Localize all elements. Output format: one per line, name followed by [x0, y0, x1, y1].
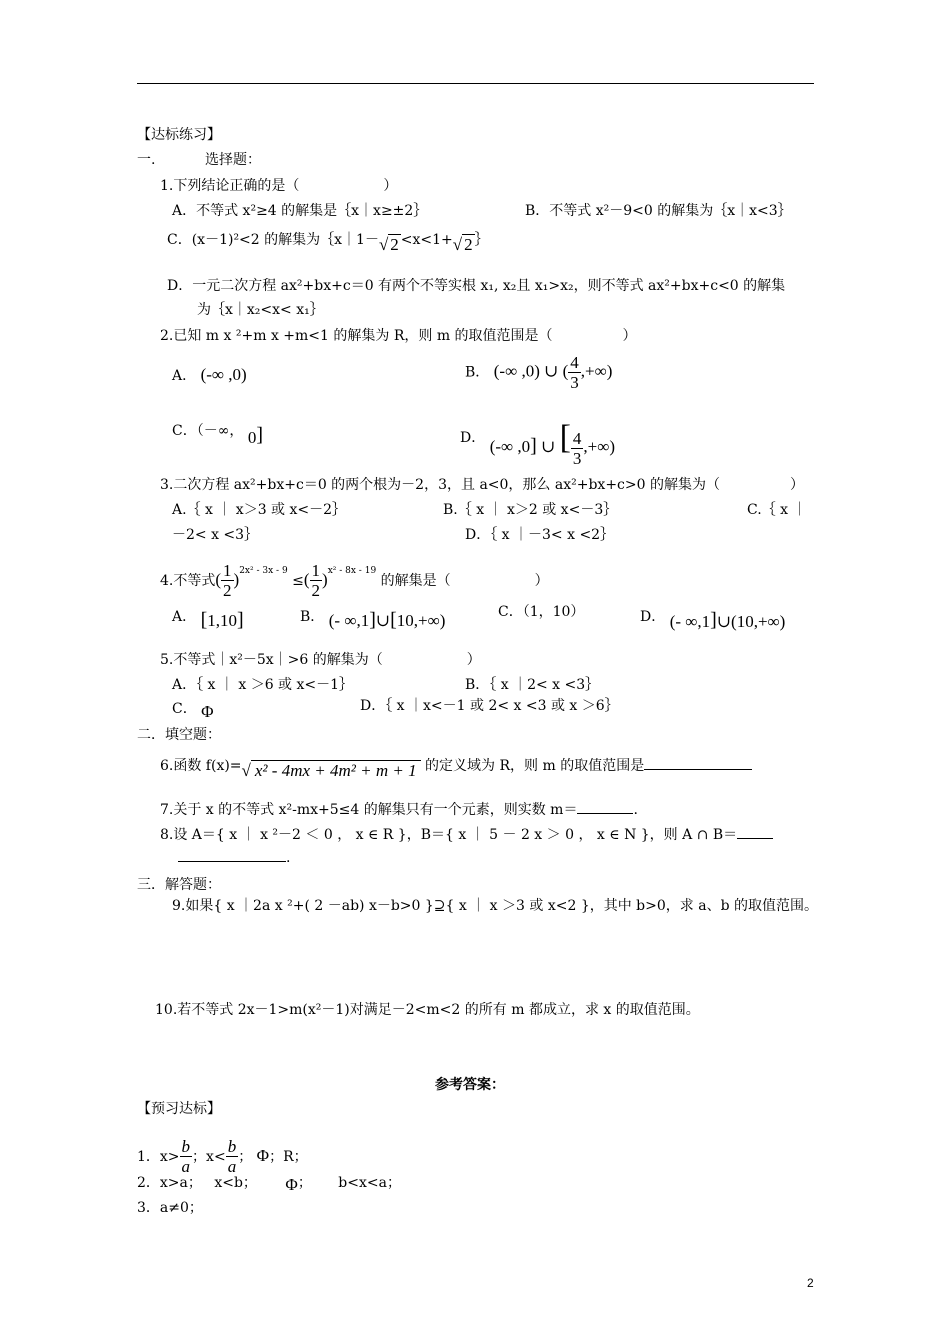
answer-blank[interactable]: [178, 861, 286, 862]
q2-a-math: (-∞ ,0): [200, 365, 247, 384]
fraction-b-a: [180, 1138, 193, 1175]
q4-d-math: (- ∞,1: [669, 612, 711, 631]
q8-line1: [160, 827, 773, 843]
header-rule: [137, 83, 814, 84]
part1-number: 一.: [137, 152, 156, 168]
q4-b-math-1: (- ∞,1: [328, 611, 370, 630]
frac-den: a: [227, 1157, 237, 1176]
q2-d-math-pre: (-∞ ,0: [489, 437, 531, 456]
frac-num: 1: [311, 561, 321, 580]
q1-c-mid: <x<1+: [400, 232, 453, 248]
option-label: C．: [172, 701, 197, 717]
sqrt-expression: √ x² - 4mx + 4m² + m + 1: [242, 761, 421, 781]
q2-option-b: [465, 354, 612, 391]
a2-part4: b<x<a；: [338, 1175, 401, 1191]
sqrt-2-a: √ 2: [378, 235, 399, 254]
answer-3: 3．a≠0；: [137, 1200, 203, 1216]
q3-stem: 3.二次方程 ax²+bx+c＝0 的两个根为－2，3，且 a<0，那么 ax²+bx+c>0 的解集为（ ）: [160, 477, 804, 493]
q6-post: 的定义域为 R，则 m 的取值范围是: [425, 758, 645, 774]
q2-c-math: 0: [247, 428, 257, 447]
a1-pre: 1．x>: [137, 1148, 180, 1165]
frac-num: 4: [570, 353, 579, 372]
option-label: C．（－∞，: [172, 423, 244, 439]
part1-title: 选择题：: [205, 152, 261, 168]
a2-part1: 2．x>a；: [137, 1175, 202, 1191]
q5-stem: 5.不等式｜x²－5x｜>6 的解集为（ ）: [160, 652, 481, 668]
q3-option-c-part1: C.｛ x ｜: [747, 502, 807, 518]
fraction-1-2: [310, 562, 323, 599]
a2-part3: ；: [297, 1175, 312, 1191]
q2-stem: 2.已知 m x ²+m x +m<1 的解集为 R，则 m 的取值范围是（ ）: [160, 328, 637, 344]
q1-option-a: A．不等式 x²≥4 的解集是｛x｜x≥±2｝: [172, 203, 428, 219]
frac-num: b: [227, 1137, 237, 1156]
bracket-left: [: [559, 419, 571, 456]
q4-option-a: A． [1,10]: [172, 609, 244, 631]
radicand: 2: [464, 235, 473, 254]
bracket: ]: [530, 435, 537, 457]
exponent-1: 2x² - 3x - 9: [239, 565, 288, 576]
frac-num: 4: [572, 428, 582, 448]
q2-option-c: [172, 418, 263, 447]
frac-den: a: [181, 1157, 191, 1176]
option-label: D．: [460, 430, 486, 446]
q9: 9.如果{ x ｜2a x ²+( 2 －ab) x－b>0 }⊇{ x ｜ x ＞3 或 x<2 }，其中 b>0，求 a、b 的取值范围。: [172, 898, 818, 914]
union-symbol: ∪: [536, 437, 560, 456]
option-label: B．: [300, 609, 325, 625]
q7-post: .: [633, 802, 638, 818]
a1-mid: ；x<: [192, 1148, 226, 1165]
answer-blank[interactable]: [577, 813, 633, 814]
le-symbol: ≤: [292, 572, 304, 589]
q1-c-pre: C．(x－1)²<2 的解集为｛x｜1－: [167, 232, 379, 248]
q8-post: .: [286, 850, 291, 866]
q8-line2: [178, 850, 290, 866]
radicand: 2: [390, 235, 399, 254]
q4-b-math-3: 10,+∞): [396, 611, 446, 630]
part3-title: 三．解答题：: [137, 877, 221, 893]
q8-text: 8.设 A＝{ x ｜ x ²－2 ＜ 0 ， x ∈ R }，B＝{ x ｜ 5 － 2 x ＞ 0 ， x ∈ N }，则 A ∩ B＝: [160, 827, 738, 843]
q2-b-math-pre: (-∞ ,0) ∪ (: [493, 361, 569, 381]
q4-option-c: C．（1，10）: [498, 604, 585, 620]
sqrt-2-b: √ 2: [452, 235, 473, 254]
q2-d-math-post: ,+∞): [583, 437, 616, 456]
q3-option-a: A.｛ x ｜ x＞3 或 x<－2｝: [172, 502, 347, 518]
frac-den: 3: [572, 448, 582, 468]
frac-den: 2: [223, 581, 232, 600]
q3-option-c-part2: －2< x <3｝: [172, 527, 259, 543]
answers-title: 参考答案：: [435, 1077, 505, 1093]
answer-blank[interactable]: [644, 769, 752, 770]
q4-a-math: 1,10: [207, 611, 237, 630]
q3-option-b: B.｛ x ｜ x＞2 或 x<－3｝: [443, 502, 618, 518]
q4-stem-post: 的解集是（ ）: [380, 572, 549, 589]
part2-title: 二．填空题：: [137, 727, 221, 743]
q2-b-math-post: ,+∞): [580, 361, 613, 381]
fraction-1-2: [221, 562, 234, 599]
radicand: x² - 4mx + 4m² + m + 1: [251, 760, 421, 780]
frac-num: b: [181, 1137, 191, 1156]
q1-option-c: [167, 229, 489, 254]
q2-option-a: [172, 365, 247, 385]
option-label: A．: [172, 368, 197, 384]
q5-option-b: B．｛ x ｜2< x <3｝: [465, 677, 600, 693]
q4-stem: 4.不等式( $\frac{1}{2}$ )2x² - 3x - 9 ≤( $\frac{1}{2}$ )x² - 8x - 19 的解集是（ ）: [160, 561, 549, 600]
q5-option-c: [172, 698, 214, 721]
option-label: D．: [640, 609, 666, 625]
fraction-4-3: [571, 430, 584, 467]
bracket-right: ]: [256, 424, 263, 446]
answer-2: [137, 1172, 401, 1192]
q7: [160, 802, 638, 818]
a2-part2: x<b；: [214, 1175, 257, 1191]
q1-c-post: ｝: [474, 232, 489, 248]
q2-option-d: [460, 412, 616, 468]
q3-option-d: D．｛ x ｜－3< x <2｝: [465, 527, 615, 543]
a1-post: ；: [238, 1148, 253, 1165]
q5-option-a: A．｛ x ｜ x ＞6 或 x<－1｝: [172, 677, 354, 693]
q1-option-d-line2: 为｛x｜x₂<x< x₁｝: [197, 302, 324, 318]
answers-subtitle: 【预习达标】: [137, 1101, 221, 1117]
q1-option-b: B．不等式 x²－9<0 的解集为｛x｜x<3｝: [525, 203, 792, 219]
option-label: B．: [465, 364, 490, 381]
frac-den: 2: [311, 581, 321, 600]
q7-pre: 7.关于 x 的不等式 x²-mx+5≤4 的解集只有一个元素，则实数 m＝: [160, 802, 578, 818]
answer-blank[interactable]: [737, 838, 773, 839]
q4-option-d: D． (- ∞,1]∪(10,+∞): [640, 609, 786, 631]
phi-symbol: Φ: [256, 1145, 270, 1165]
section-title: 【达标练习】: [137, 127, 221, 143]
page-number: 2: [807, 1276, 814, 1290]
fraction-b-a: [226, 1138, 239, 1175]
answer-1: [137, 1128, 308, 1176]
q5-option-d: D．｛ x ｜x<－1 或 2< x <3 或 x ＞6｝: [360, 698, 619, 714]
q1-stem: 1.下列结论正确的是（ ）: [160, 178, 398, 194]
phi-symbol: Φ: [201, 702, 214, 721]
a1-end: ；R；: [269, 1148, 308, 1165]
phi-symbol: Φ: [285, 1175, 298, 1194]
q4-option-b: B． (- ∞,1]∪[10,+∞): [300, 609, 446, 631]
option-label: A．: [172, 609, 197, 625]
q4-stem-pre: 4.不等式: [160, 572, 216, 589]
frac-den: 3: [570, 373, 579, 392]
fraction-4-3: [568, 354, 581, 391]
q4-d-math-2: ∪(10,+∞): [716, 612, 786, 631]
q10: 10.若不等式 2x－1>m(x²－1)对满足－2<m<2 的所有 m 都成立，求 x 的取值范围。: [155, 1002, 700, 1018]
union-symbol: ∪: [375, 611, 391, 630]
q1-option-d-line1: D．一元二次方程 ax²+bx+c＝0 有两个不等实根 x₁, x₂且 x₁>x₂，则不等式 ax²+bx+c<0 的解集: [167, 278, 786, 294]
frac-num: 1: [223, 561, 232, 580]
exponent-2: x² - 8x - 19: [327, 565, 377, 576]
q6-pre: 6.函数 f(x)=: [160, 758, 242, 774]
q6: [160, 755, 752, 780]
